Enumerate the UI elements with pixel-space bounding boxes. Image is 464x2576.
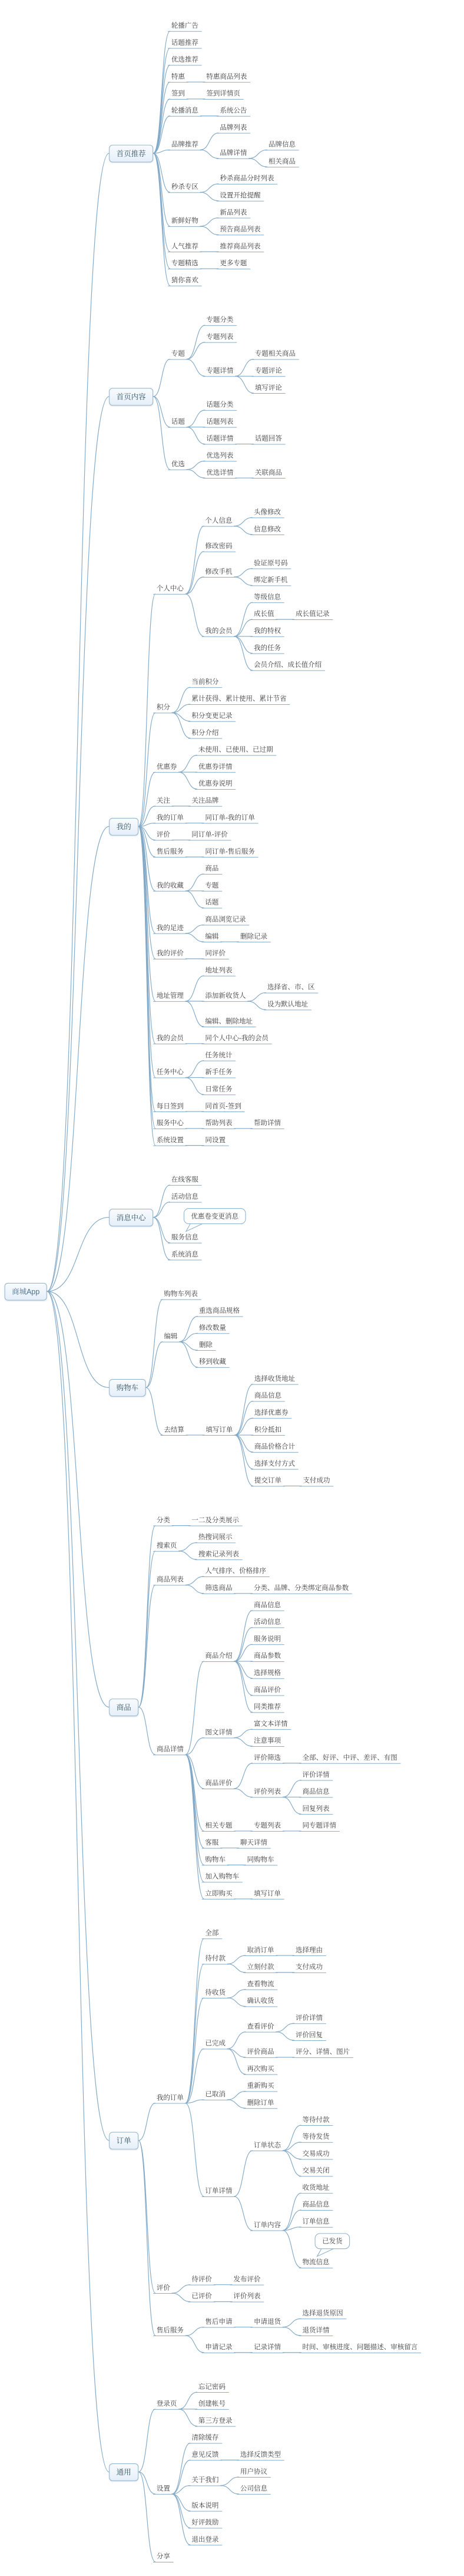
mindmap-node[interactable]: 待付款 — [202, 1953, 229, 1964]
mindmap-node[interactable]: 新鲜好物 — [168, 216, 202, 227]
mindmap-node[interactable]: 第三方登录 — [195, 2415, 236, 2426]
mindmap-node[interactable]: 订单内容 — [250, 2219, 284, 2231]
mindmap-node[interactable]: 立即购买 — [202, 1888, 236, 1899]
mindmap-node[interactable]: 评价筛选 — [250, 1753, 284, 1764]
mindmap-node[interactable]: 地址管理 — [153, 991, 187, 1002]
mindmap-node[interactable]: 帮助列表 — [202, 1118, 236, 1129]
mindmap-node[interactable]: 评价列表 — [230, 2291, 264, 2302]
connector-line — [138, 2103, 155, 2140]
connector-line — [185, 1661, 204, 1754]
mindmap-node[interactable]: 售后服务 — [153, 846, 187, 857]
mindmap-node[interactable]: 购物车 — [202, 1854, 229, 1865]
mindmap-node[interactable]: 秒杀专区 — [168, 182, 202, 193]
connector-line — [185, 1738, 204, 1755]
mindmap-node[interactable]: 一二及分类展示 — [188, 1515, 243, 1526]
mindmap-node[interactable]: 积分变更记录 — [188, 711, 236, 722]
mindmap-node[interactable]: 商品评价 — [202, 1778, 236, 1789]
mindmap-node[interactable]: 活动信息 — [250, 1617, 284, 1628]
mindmap-node[interactable]: 验证原号码 — [250, 558, 291, 569]
mindmap-node[interactable]: 我的订单 — [153, 2092, 187, 2103]
mindmap-node[interactable]: 未使用、已使用、已过期 — [195, 744, 276, 756]
mindmap-node[interactable]: 等待发货 — [299, 2132, 333, 2143]
mindmap-node[interactable]: 签到 — [168, 88, 188, 100]
mindmap-node[interactable]: 发布评价 — [230, 2274, 264, 2285]
mindmap-node[interactable]: 积分 — [153, 702, 174, 713]
mindmap-node[interactable]: 选择优惠券 — [251, 1407, 291, 1419]
mindmap-node[interactable]: 清除缓存 — [188, 2432, 223, 2443]
callout-tail — [317, 2248, 334, 2256]
mindmap-node[interactable]: 任务中心 — [153, 1067, 187, 1078]
mindmap-node[interactable]: 专题评论 — [251, 365, 286, 377]
mindmap-node[interactable]: 新品列表 — [217, 207, 251, 218]
mindmap-node[interactable]: 话题列表 — [203, 416, 237, 427]
mindmap-node[interactable]: 特惠 — [168, 71, 188, 83]
mindmap-node[interactable]: 订单状态 — [250, 2140, 284, 2151]
mindmap-node[interactable]: 已取消 — [202, 2089, 229, 2100]
mindmap-node[interactable]: 人气排序、价格排序 — [202, 1566, 270, 1577]
mindmap-node[interactable]: 商品列表 — [153, 1574, 187, 1585]
mindmap-node[interactable]: 订单详情 — [202, 2186, 236, 2197]
mindmap-node[interactable]: 同订单-我的订单 — [202, 812, 258, 823]
connector-line — [138, 1526, 155, 1707]
mindmap-node[interactable]: 商品浏览记录 — [202, 914, 250, 925]
mindmap-node[interactable]: 等级信息 — [250, 592, 284, 603]
connector-line — [47, 1291, 110, 1707]
mindmap-node[interactable]: 商品详情 — [153, 1744, 187, 1755]
connector-line — [153, 359, 170, 396]
connector-line — [234, 1763, 253, 1789]
mindmap-node[interactable]: 分类 — [153, 1515, 174, 1526]
mindmap-node[interactable]: 同专题详情 — [299, 1820, 340, 1832]
mindmap-node[interactable]: 商品评价 — [250, 1684, 284, 1696]
branch-node[interactable]: 我的 — [109, 817, 138, 835]
mindmap-node[interactable]: 交易关闭 — [299, 2165, 333, 2176]
mindmap-node[interactable]: 优选列表 — [203, 450, 237, 461]
connector-line — [47, 1218, 110, 1292]
mindmap-node[interactable]: 加入购物车 — [202, 1871, 243, 1882]
mindmap-node[interactable]: 猜你喜欢 — [168, 275, 202, 286]
mindmap-node[interactable]: 移到收藏 — [195, 1357, 230, 1368]
mindmap-node[interactable]: 秒杀商品分时列表 — [217, 173, 278, 184]
mindmap-node[interactable]: 选择反馈类型 — [237, 2449, 284, 2460]
connector-line — [185, 2327, 204, 2336]
connector-line — [47, 1291, 110, 2472]
mindmap-node[interactable]: 立刻付款 — [244, 1962, 278, 1973]
mindmap-node[interactable]: 忘记密码 — [195, 2382, 229, 2393]
mindmap-node[interactable]: 评价详情 — [299, 1769, 333, 1780]
mindmap-node[interactable]: 申请记录 — [202, 2342, 236, 2353]
mindmap-node[interactable]: 专题 — [168, 348, 188, 359]
mindmap-node[interactable]: 支付成功 — [300, 1475, 334, 1486]
mindmap-node[interactable]: 商品信息 — [251, 1390, 285, 1401]
connector-line — [138, 1585, 155, 1707]
mindmap-node[interactable]: 人气推荐 — [168, 241, 202, 252]
mindmap-node[interactable]: 同个人中心-我的会员 — [202, 1033, 272, 1044]
mindmap-node[interactable]: 商品信息 — [250, 1599, 284, 1611]
mindmap-node[interactable]: 查看评价 — [244, 2021, 278, 2032]
mindmap-node[interactable]: 分类、品牌、分类绑定商品参数 — [250, 1583, 352, 1594]
mindmap-node[interactable]: 版本说明 — [188, 2500, 223, 2511]
connector-line — [138, 2409, 155, 2472]
mindmap-node[interactable]: 商品参数 — [250, 1651, 284, 1662]
mindmap-node[interactable]: 地址列表 — [202, 965, 236, 976]
mindmap-node[interactable]: 优选推荐 — [168, 54, 202, 65]
mindmap-node[interactable]: 优惠券说明 — [195, 779, 236, 790]
mindmap-node[interactable]: 同类推荐 — [250, 1701, 284, 1713]
mindmap-node[interactable]: 我的收藏 — [153, 880, 187, 891]
mindmap-node[interactable]: 相关专题 — [202, 1820, 236, 1832]
connector-line — [47, 1291, 110, 1387]
branch-node[interactable]: 购物车 — [109, 1379, 145, 1397]
mindmap-node[interactable]: 同订单-评价 — [188, 829, 231, 840]
mindmap-node[interactable]: 编辑 — [202, 931, 223, 942]
mindmap-node[interactable]: 签到详情页 — [203, 88, 244, 100]
mindmap-node[interactable]: 筛选商品 — [202, 1583, 236, 1594]
connector-line — [185, 526, 204, 594]
mindmap-node[interactable]: 填写订单 — [250, 1888, 284, 1899]
branch-node[interactable]: 订单 — [109, 2132, 138, 2149]
mindmap-node[interactable]: 服务中心 — [153, 1118, 187, 1129]
mindmap-node[interactable]: 好评鼓励 — [188, 2517, 223, 2528]
mindmap-node[interactable]: 系统设置 — [153, 1134, 187, 1146]
mindmap-node[interactable]: 聊天详情 — [237, 1837, 271, 1848]
mindmap-node[interactable]: 客服 — [202, 1837, 223, 1848]
mindmap-node[interactable]: 我的会员 — [202, 626, 236, 637]
mindmap-node[interactable]: 新手任务 — [202, 1067, 236, 1078]
mindmap-node[interactable]: 专题精选 — [168, 258, 202, 269]
mindmap-node[interactable]: 选择规格 — [250, 1668, 284, 1679]
mindmap-node[interactable]: 选择支付方式 — [251, 1458, 299, 1469]
mindmap-node[interactable]: 分享 — [153, 2551, 174, 2562]
mindmap-node[interactable]: 退出登录 — [188, 2534, 223, 2545]
root-node[interactable]: 商城App — [5, 1282, 47, 1300]
mindmap-node[interactable]: 填写订单 — [203, 1424, 237, 1436]
mindmap-node[interactable]: 商品介绍 — [202, 1651, 236, 1662]
mindmap-node[interactable]: 支付成功 — [292, 1962, 326, 1973]
connector-line — [185, 1754, 204, 1831]
mindmap-node[interactable]: 日常任务 — [202, 1084, 236, 1095]
mindmap-node[interactable]: 删除订单 — [244, 2097, 278, 2109]
mindmap-node[interactable]: 删除记录 — [237, 931, 271, 942]
mindmap-node[interactable]: 登录页 — [153, 2399, 180, 2410]
mindmap-node[interactable]: 活动信息 — [168, 1191, 202, 1202]
mindmap-node[interactable]: 我的订单 — [153, 812, 187, 823]
mindmap-node[interactable]: 我的评价 — [153, 948, 187, 959]
mindmap-node[interactable]: 回复列表 — [299, 1803, 333, 1815]
connector-line — [47, 153, 110, 1291]
mindmap-node[interactable]: 售后服务 — [153, 2325, 187, 2336]
mindmap-node[interactable]: 话题 — [168, 416, 188, 427]
mindmap-node[interactable]: 用户协议 — [237, 2466, 271, 2478]
mindmap-node[interactable]: 购物车列表 — [161, 1288, 201, 1299]
mindmap-node[interactable]: 话题推荐 — [168, 37, 202, 48]
mindmap-node[interactable]: 专题 — [202, 880, 223, 891]
mindmap-node[interactable]: 等待付款 — [299, 2115, 333, 2126]
mindmap-node[interactable]: 评价 — [153, 2283, 174, 2294]
callout-node[interactable]: 优惠卷变更消息 — [184, 1208, 246, 1224]
mindmap-node[interactable]: 个人中心 — [153, 583, 187, 595]
mindmap-node[interactable]: 优惠券 — [153, 761, 180, 773]
mindmap-node[interactable]: 删除 — [195, 1340, 216, 1351]
mindmap-node[interactable]: 选择收货地址 — [251, 1373, 299, 1384]
mindmap-node[interactable]: 优选 — [168, 459, 188, 470]
mindmap-node[interactable]: 优选详情 — [203, 467, 237, 479]
mindmap-node[interactable]: 热搜词展示 — [195, 1532, 236, 1543]
mindmap-node[interactable]: 选择理由 — [292, 1945, 326, 1956]
branch-node[interactable]: 首页推荐 — [109, 144, 153, 162]
connector-line — [185, 1754, 204, 1848]
branch-node[interactable]: 通用 — [109, 2463, 138, 2481]
mindmap-node[interactable]: 特惠商品列表 — [203, 71, 251, 83]
mindmap-node[interactable]: 交易成功 — [299, 2148, 333, 2159]
mindmap-node[interactable]: 售后申请 — [202, 2316, 236, 2327]
connector-line — [138, 826, 155, 1044]
connector-line — [47, 826, 110, 1291]
mindmap-node[interactable]: 重新购买 — [244, 2080, 278, 2092]
mindmap-node[interactable]: 优惠券详情 — [195, 761, 236, 773]
mindmap-node[interactable]: 创建帐号 — [195, 2399, 229, 2410]
mindmap-node[interactable]: 服务信息 — [168, 1232, 202, 1243]
mindmap-node[interactable]: 专题列表 — [250, 1820, 284, 1832]
connector-line — [138, 826, 155, 1129]
mindmap-node[interactable]: 会员介绍、成长值介绍 — [250, 659, 325, 671]
mindmap-node[interactable]: 在线客服 — [168, 1175, 202, 1186]
connector-line — [146, 1299, 163, 1388]
mindmap-node[interactable]: 专题相关商品 — [251, 348, 299, 359]
mindmap-node[interactable]: 图文详情 — [202, 1727, 236, 1738]
mindmap-node[interactable]: 成长值记录 — [292, 609, 333, 620]
mindmap-node[interactable]: 选择退货原因 — [299, 2308, 347, 2319]
connector-line — [153, 1202, 170, 1218]
mindmap-node[interactable]: 同订单-售后服务 — [202, 846, 258, 857]
mindmap-node[interactable]: 关注 — [153, 796, 174, 807]
mindmap-node[interactable]: 系统公告 — [217, 105, 251, 117]
mindmap-node[interactable]: 预告商品列表 — [217, 224, 264, 235]
mindmap-node[interactable]: 系统消息 — [168, 1249, 202, 1260]
connector-line — [138, 2140, 155, 2293]
mindmap-node[interactable]: 话题回答 — [251, 433, 286, 444]
connector-line — [146, 1342, 163, 1388]
mindmap-node[interactable]: 关于我们 — [188, 2475, 223, 2486]
mindmap-node[interactable]: 全部 — [202, 1928, 223, 1939]
mindmap-node[interactable]: 注意事项 — [250, 1736, 284, 1747]
mindmap-node[interactable]: 轮播消息 — [168, 105, 202, 117]
mindmap-node[interactable]: 商品信息 — [299, 2199, 333, 2211]
mindmap-node[interactable]: 选择省、市、区 — [264, 982, 318, 993]
mindmap-node[interactable]: 同设置 — [202, 1134, 229, 1146]
mindmap-node[interactable]: 评价回复 — [292, 2030, 326, 2041]
mindmap-node[interactable]: 再次购买 — [244, 2063, 278, 2074]
mindmap-node[interactable]: 编辑 — [161, 1331, 181, 1342]
connector-line — [138, 826, 155, 1145]
connector-line — [185, 2103, 204, 2196]
mindmap-node[interactable]: 申请退货 — [250, 2316, 284, 2327]
mindmap-node[interactable]: 评价商品 — [244, 2047, 278, 2058]
mindmap-node[interactable]: 成长值 — [250, 609, 277, 620]
mindmap-node[interactable]: 全部、好评、中评、差评、有图 — [299, 1753, 401, 1764]
mindmap-node[interactable]: 品牌列表 — [217, 122, 251, 133]
mindmap-node[interactable]: 更多专题 — [217, 258, 251, 269]
mindmap-node[interactable]: 帮助详情 — [250, 1118, 284, 1129]
connector-line — [47, 397, 110, 1291]
mindmap-node[interactable]: 意见反馈 — [188, 2449, 223, 2460]
mindmap-node[interactable]: 积分抵扣 — [251, 1424, 285, 1436]
mindmap-node[interactable]: 同评价 — [202, 948, 229, 959]
mindmap-node[interactable]: 我的特权 — [250, 626, 284, 637]
mindmap-node[interactable]: 设置 — [153, 2483, 174, 2495]
mindmap-node[interactable]: 收货地址 — [299, 2182, 333, 2194]
mindmap-node[interactable]: 时间、审核进度、问题描述、审核留言 — [299, 2342, 421, 2353]
mindmap-node[interactable]: 话题 — [202, 897, 223, 908]
mindmap-node[interactable]: 评分、详情、图片 — [292, 2047, 353, 2058]
mindmap-node[interactable]: 专题详情 — [203, 365, 237, 377]
mindmap-node[interactable]: 头像修改 — [250, 507, 284, 518]
connector-line — [185, 1964, 204, 2103]
mindmap-node[interactable]: 评价详情 — [292, 2013, 326, 2024]
connector-line — [138, 2140, 155, 2336]
mindmap-node[interactable]: 品牌推荐 — [168, 139, 202, 150]
mindmap-node[interactable]: 相关商品 — [265, 156, 299, 167]
mindmap-node[interactable]: 同首页-签到 — [202, 1101, 245, 1112]
mindmap-node[interactable]: 已评价 — [188, 2291, 216, 2302]
mindmap-node[interactable]: 个人信息 — [202, 515, 236, 526]
connector-line — [47, 1291, 110, 2140]
connector-line — [172, 2485, 191, 2493]
mindmap-node[interactable]: 我的任务 — [250, 642, 284, 654]
mindmap-node[interactable]: 退货详情 — [299, 2325, 333, 2336]
branch-node[interactable]: 消息中心 — [109, 1209, 153, 1226]
mindmap-node[interactable]: 添加新收货人 — [202, 991, 250, 1002]
mindmap-node[interactable]: 物流信息 — [299, 2257, 333, 2268]
mindmap-node[interactable]: 评价列表 — [250, 1786, 284, 1797]
branch-node[interactable]: 首页内容 — [109, 388, 153, 405]
mindmap-node[interactable]: 专题列表 — [203, 331, 237, 342]
mindmap-node[interactable]: 待收货 — [202, 1987, 229, 1998]
mindmap-node[interactable]: 累计获得、累计使用、累计节省 — [188, 694, 290, 705]
mindmap-node[interactable]: 绑定新手机 — [250, 575, 291, 586]
mindmap-node[interactable]: 设置开抢提醒 — [217, 190, 264, 201]
mindmap-node[interactable]: 商品 — [202, 863, 223, 875]
mindmap-node[interactable]: 同购物车 — [244, 1854, 278, 1865]
connector-line — [185, 1998, 204, 2103]
connector-line — [234, 2150, 253, 2196]
mindmap-node[interactable]: 任务统计 — [202, 1050, 236, 1061]
mindmap-node[interactable]: 填写评论 — [251, 382, 286, 394]
mindmap-node[interactable]: 修改密码 — [202, 541, 236, 552]
mindmap-node[interactable]: 提交订单 — [251, 1475, 285, 1486]
mindmap-node[interactable]: 评价 — [153, 829, 174, 840]
mindmap-node[interactable]: 品牌信息 — [265, 139, 299, 150]
mindmap-node[interactable]: 编辑、删除地址 — [202, 1016, 256, 1027]
mindmap-node[interactable]: 取消订单 — [244, 1945, 278, 1956]
branch-node[interactable]: 商品 — [109, 1698, 138, 1716]
mindmap-node[interactable]: 订单信息 — [299, 2217, 333, 2228]
mindmap-node[interactable]: 已完成 — [202, 2038, 229, 2049]
mindmap-node[interactable]: 确认收货 — [244, 1996, 278, 2007]
mindmap-node[interactable]: 我的会员 — [153, 1033, 187, 1044]
mindmap-node[interactable]: 重选商品规格 — [195, 1305, 243, 1317]
mindmap-node[interactable]: 设为默认地址 — [264, 999, 311, 1010]
callout-node[interactable]: 已发货 — [315, 2233, 350, 2249]
mindmap-node[interactable]: 关注品牌 — [188, 796, 223, 807]
mindmap-node[interactable]: 推荐商品列表 — [217, 241, 264, 252]
mindmap-node[interactable]: 待评价 — [188, 2274, 216, 2285]
mindmap-node[interactable]: 轮播广告 — [168, 21, 202, 32]
mindmap-node[interactable]: 查看物流 — [244, 1978, 278, 1990]
mindmap-node[interactable]: 关联商品 — [251, 467, 286, 479]
mindmap-node[interactable]: 去结算 — [161, 1424, 188, 1436]
callout-tail — [186, 1223, 203, 1231]
mindmap-node[interactable]: 修改手机 — [202, 566, 236, 578]
mindmap-node[interactable]: 话题分类 — [203, 400, 237, 411]
mindmap-node[interactable]: 商品价格合计 — [251, 1442, 299, 1453]
connector-line — [185, 577, 204, 594]
mindmap-node[interactable]: 服务说明 — [250, 1634, 284, 1645]
mindmap-node[interactable]: 富文本详情 — [250, 1719, 291, 1730]
mindmap-node[interactable]: 商品信息 — [299, 1786, 333, 1797]
mindmap-node[interactable]: 专题分类 — [203, 315, 237, 326]
connector-line — [153, 153, 170, 252]
mindmap-node[interactable]: 品牌详情 — [217, 148, 251, 159]
mindmap-node[interactable]: 修改数量 — [195, 1322, 230, 1334]
connector-line — [187, 342, 206, 359]
mindmap-node[interactable]: 搜索页 — [153, 1541, 180, 1552]
mindmap-node[interactable]: 搜索记录列表 — [195, 1549, 243, 1560]
mindmap-node[interactable]: 积分介绍 — [188, 727, 223, 738]
mindmap-node[interactable]: 当前积分 — [188, 677, 223, 688]
mindmap-node[interactable]: 记录详情 — [250, 2342, 284, 2353]
mindmap-node[interactable]: 信息修改 — [250, 524, 284, 535]
mindmap-node[interactable]: 我的足迹 — [153, 922, 187, 934]
mindmap-node[interactable]: 话题详情 — [203, 433, 237, 444]
mindmap-node[interactable]: 每日签到 — [153, 1101, 187, 1112]
mindmap-node[interactable]: 公司信息 — [237, 2483, 271, 2495]
